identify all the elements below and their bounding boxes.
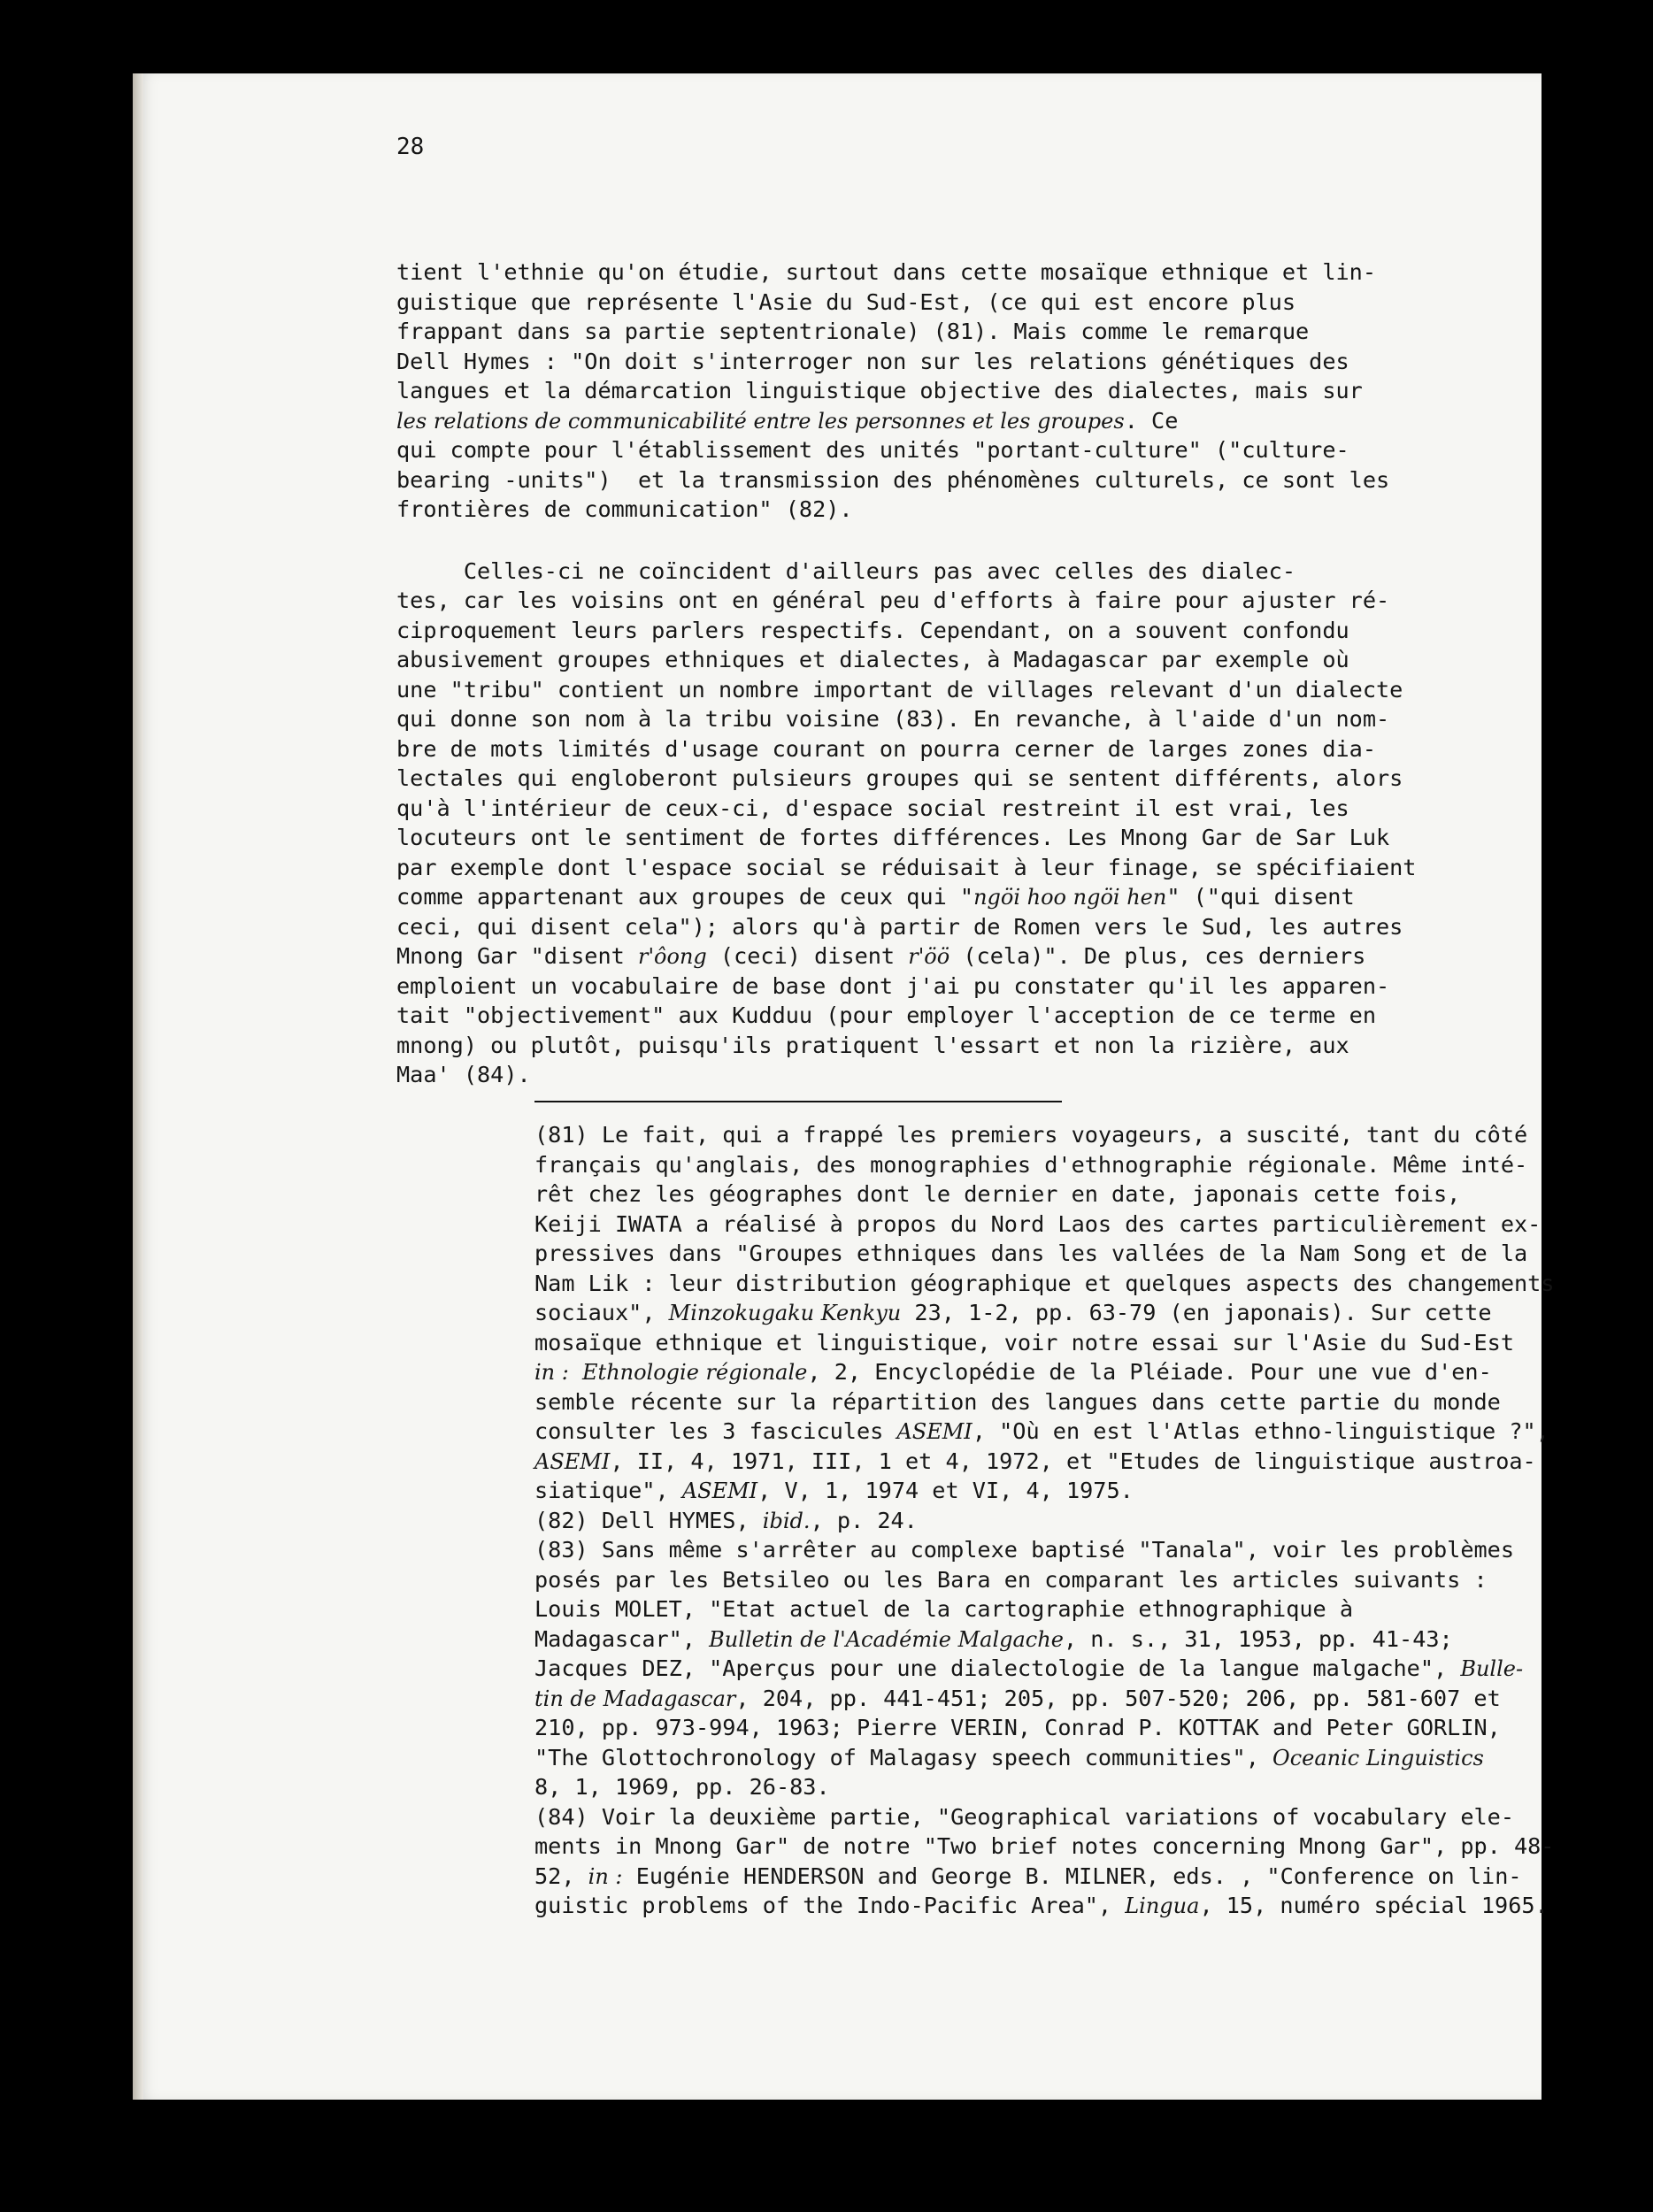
footnote-line: Jacques DEZ, "Aperçus pour une dialectologie de la langue malgache", Bulle- xyxy=(534,1655,1524,1681)
footnote-line: Keiji IWATA a réalisé à propos du Nord Laos des cartes particulièrement ex- xyxy=(534,1210,1542,1237)
footnote-line: rêt chez les géographes dont le dernier en date, japonais cette fois, xyxy=(534,1181,1461,1207)
body-line: Maa' (84). xyxy=(396,1062,531,1087)
footnote-line: mosaïque ethnique et linguistique, voir notre essai sur l'Asie du Sud-Est xyxy=(534,1329,1514,1356)
footnote-line: Louis MOLET, "Etat actuel de la cartographie ethnographique à xyxy=(534,1596,1354,1622)
footnote-line: 210, pp. 973-994, 1963; Pierre VERIN, Conrad P. KOTTAK and Peter GORLIN, xyxy=(534,1715,1501,1740)
body-line: les relations de communicabilité entre les personnes et les groupes. Ce xyxy=(396,407,1179,434)
body-line: tait "objectivement" aux Kudduu (pour employer l'acception de ce terme en xyxy=(396,1002,1376,1028)
footnote-line: consulter les 3 fascicules ASEMI, "Où en est l'Atlas ethno-linguistique ?", xyxy=(534,1418,1549,1444)
footnote-line: tin de Madagascar, 204, pp. 441-451; 205, pp. 507-520; 206, pp. 581-607 et xyxy=(534,1685,1501,1711)
body-line: ceci, qui disent cela"); alors qu'à partir de Romen vers le Sud, les autres xyxy=(396,913,1403,940)
footnote-line: Madagascar", Bulletin de l'Académie Malgache, n. s., 31, 1953, pp. 41-43; xyxy=(534,1625,1453,1652)
page-gutter-edge xyxy=(133,73,143,2100)
body-line: emploient un vocabulaire de base dont j'ai pu constater qu'il les apparen- xyxy=(396,972,1390,999)
body-line: locuteurs ont le sentiment de fortes différences. Les Mnong Gar de Sar Luk xyxy=(396,825,1390,850)
footnote-line: ASEMI, II, 4, 1971, III, 1 et 4, 1972, et "Etudes de linguistique austroa- xyxy=(534,1448,1536,1474)
body-line: Mnong Gar "disent r'ôong (ceci) disent r'öö (cela)". De plus, ces derniers xyxy=(396,943,1366,969)
body-line: lectales qui engloberont pulsieurs groupes qui se sentent différents, alors xyxy=(396,765,1403,791)
body-line: Dell Hymes : "On doit s'interroger non sur les relations génétiques des xyxy=(396,348,1349,374)
footnote-line: "The Glottochronology of Malagasy speech communities", Oceanic Linguistics xyxy=(534,1744,1484,1770)
body-line: frappant dans sa partie septentrionale) (81). Mais comme le remarque xyxy=(396,319,1310,344)
body-line: frontières de communication" (82). xyxy=(396,496,853,522)
footnote-line: français qu'anglais, des monographies d'ethnographie régionale. Même inté- xyxy=(534,1151,1528,1178)
footnote-line: ments in Mnong Gar" de notre "Two brief notes concerning Mnong Gar", pp. 48- xyxy=(534,1833,1555,1859)
footnote-line: semble récente sur la répartition des langues dans cette partie du monde xyxy=(534,1388,1501,1415)
body-line: ciproquement leurs parlers respectifs. Cependant, on a souvent confondu xyxy=(396,617,1349,643)
footnote-line: sociaux", Minzokugaku Kenkyu 23, 1-2, pp. 63-79 (en japonais). Sur cette xyxy=(534,1300,1492,1325)
body-line: qui compte pour l'établissement des unités "portant-culture" ("culture- xyxy=(396,437,1349,463)
body-line: tes, car les voisins ont en général peu d'efforts à faire pour ajuster ré- xyxy=(396,588,1390,613)
body-line: une "tribu" contient un nombre important de villages relevant d'un dialecte xyxy=(396,676,1403,703)
footnote-line: Nam Lik : leur distribution géographique et quelques aspects des changements xyxy=(534,1270,1555,1296)
footnote-line: posés par les Betsileo ou les Bara en comparant les articles suivants : xyxy=(534,1566,1488,1593)
footnote-line: 8, 1, 1969, pp. 26-83. xyxy=(534,1774,830,1800)
footnote-separator xyxy=(534,1101,1062,1102)
body-line: bearing -units") et la transmission des phénomènes culturels, ce sont les xyxy=(396,466,1390,493)
footnote-line: pressives dans "Groupes ethniques dans les vallées de la Nam Song et de la xyxy=(534,1240,1528,1266)
body-line: bre de mots limités d'usage courant on pourra cerner de larges zones dia- xyxy=(396,735,1376,762)
body-line: Celles-ci ne coïncident d'ailleurs pas avec celles des dialec- xyxy=(396,557,1295,584)
body-line: langues et la démarcation linguistique objective des dialectes, mais sur xyxy=(396,378,1363,403)
footnote-line: in : Ethnologie régionale, 2, Encyclopédie de la Pléiade. Pour une vue d'en- xyxy=(534,1359,1492,1385)
footnote-line: siatique", ASEMI, V, 1, 1974 et VI, 4, 1975. xyxy=(534,1478,1134,1503)
body-line: qui donne son nom à la tribu voisine (83). En revanche, à l'aide d'un nom- xyxy=(396,706,1390,732)
body-line: guistique que représente l'Asie du Sud-Est, (ce qui est encore plus xyxy=(396,288,1295,315)
body-line: comme appartenant aux groupes de ceux qui "ngöi hoo ngöi hen" ("qui disent xyxy=(396,884,1355,910)
footnote-line: guistic problems of the Indo-Pacific Area", Lingua, 15, numéro spécial 1965. xyxy=(534,1893,1549,1918)
footnote-line: (84) Voir la deuxième partie, "Geographical variations of vocabulary ele- xyxy=(534,1803,1514,1830)
footnotes xyxy=(534,1120,1623,1921)
body-line xyxy=(396,525,1579,557)
page-number: 28 xyxy=(396,134,425,160)
footnote-line: (81) Le fait, qui a frappé les premiers voyageurs, a suscité, tant du côté xyxy=(534,1122,1528,1148)
footnote-line: 52, in : Eugénie HENDERSON and George B. MILNER, eds. , "Conference on lin- xyxy=(534,1863,1522,1889)
body-line: par exemple dont l'espace social se réduisait à leur finage, se spécifiaient xyxy=(396,854,1417,880)
body-text xyxy=(396,257,1579,1090)
footnote-line: (82) Dell HYMES, ibid., p. 24. xyxy=(534,1507,918,1533)
body-line: mnong) ou plutôt, puisqu'ils pratiquent l'essart et non la rizière, aux xyxy=(396,1032,1349,1058)
footnote-line: (83) Sans même s'arrêter au complexe baptisé "Tanala", voir les problèmes xyxy=(534,1537,1514,1563)
body-line: abusivement groupes ethniques et dialectes, à Madagascar par exemple où xyxy=(396,647,1349,672)
body-line: tient l'ethnie qu'on étudie, surtout dans cette mosaïque ethnique et lin- xyxy=(396,259,1376,285)
body-line: qu'à l'intérieur de ceux-ci, d'espace social restreint il est vrai, les xyxy=(396,795,1349,821)
